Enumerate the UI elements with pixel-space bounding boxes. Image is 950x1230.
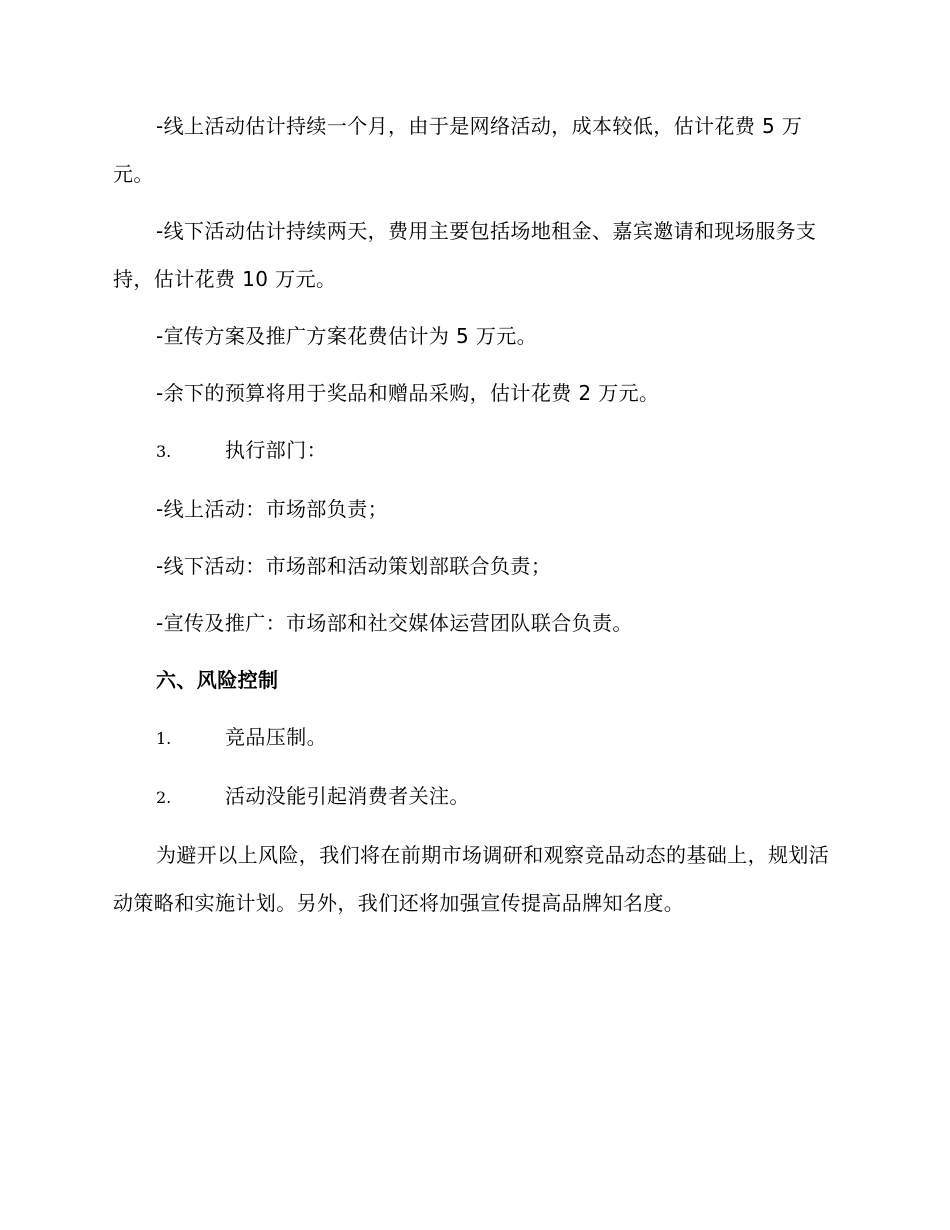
department-promotion: -宣传及推广：市场部和社交媒体运营团队联合负责。 [156,611,633,635]
department-online: -线上活动：市场部负责； [156,497,389,521]
risk-item-1-text: 竞品压制。 [225,725,327,749]
budget-prizes-item: -余下的预算将用于奖品和赠品采购，估计花费 2 万元。 [156,381,660,405]
section-3-title: 执行部门： [225,438,327,462]
budget-promotion-item: -宣传方案及推广方案花费估计为 5 万元。 [156,324,538,348]
risk-item-1-number: 1. [156,729,172,748]
section-3-heading [113,426,833,476]
document-body [113,102,833,936]
budget-offline-item: -线下活动估计持续两天，费用主要包括场地租金、嘉宾邀请和现场服务支持，估计花费 10 万元。 [113,219,817,291]
conclusion-paragraph: 为避开以上风险，我们将在前期市场调研和观察竞品动态的基础上，规划活动策略和实施计划。另外，我们还将加强宣传提高品牌知名度。 [113,843,830,915]
risk-item-2 [113,772,833,822]
risk-item-2-text: 活动没能引起消费者关注。 [225,784,470,808]
section-6-heading: 六、风险控制 [156,668,279,692]
budget-online-item: -线上活动估计持续一个月，由于是网络活动，成本较低，估计花费 5 万元。 [113,114,803,186]
risk-item-1 [113,713,833,763]
section-3-number: 3. [156,442,172,461]
department-offline: -线下活动：市场部和活动策划部联合负责； [156,554,552,578]
risk-item-2-number: 2. [156,788,172,807]
